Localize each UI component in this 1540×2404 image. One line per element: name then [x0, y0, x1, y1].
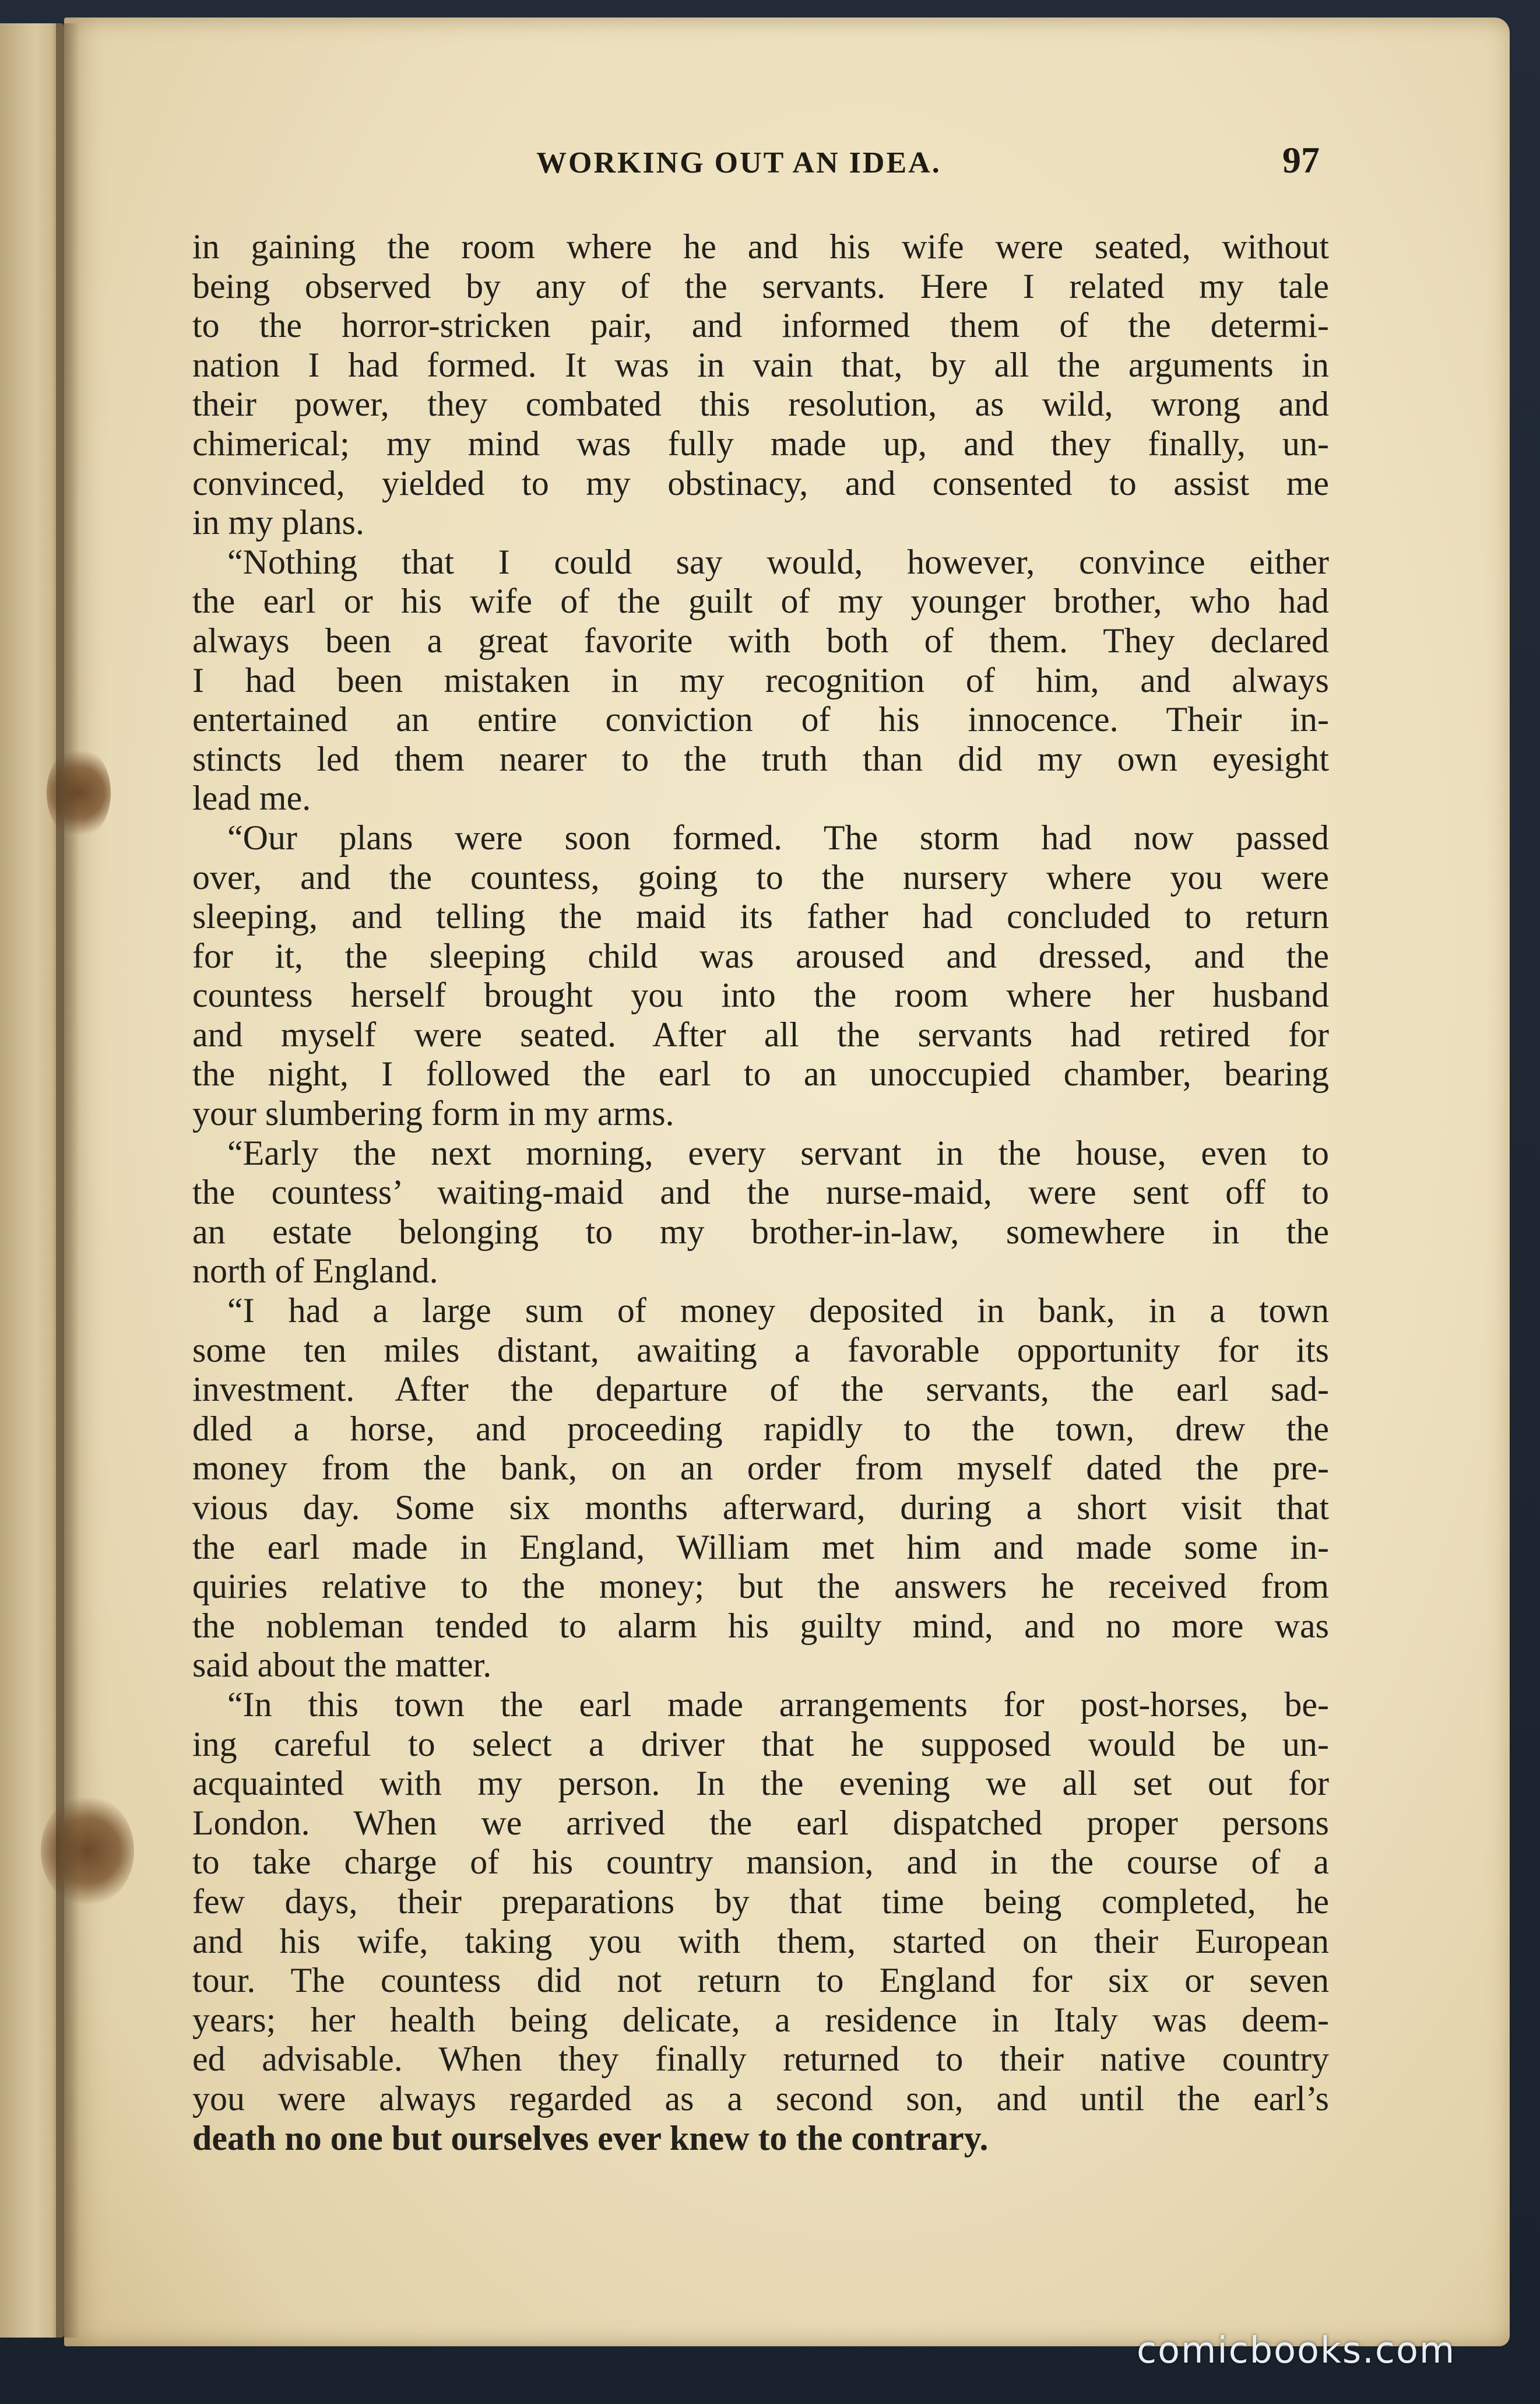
spine-shadow — [56, 23, 79, 2338]
text-line: sleeping, and telling the maid its father had concluded to return — [192, 897, 1329, 936]
text-line: ing careful to select a driver that he supposed would be un- — [192, 1724, 1329, 1763]
text-line: “Our plans were soon formed. The storm had now passed — [227, 818, 1329, 857]
text-line: for it, the sleeping child was aroused and dressed, and the — [192, 936, 1329, 975]
text-line: an estate belonging to my brother-in-law, somewhere in the — [192, 1212, 1329, 1251]
text-line: acquainted with my person. In the evening we all set out for — [192, 1764, 1329, 1803]
text-line: being observed by any of the servants. Here I related my tale — [192, 266, 1329, 305]
paragraph — [192, 1685, 1329, 2158]
text-line: their power, they combated this resolution, as wild, wrong and — [192, 385, 1329, 424]
running-head: WORKING OUT AN IDEA. — [536, 146, 941, 180]
text-line: the earl or his wife of the guilt of my younger brother, who had — [192, 582, 1329, 621]
text-line: to take charge of his country mansion, and in the course of a — [192, 1843, 1329, 1882]
text-line: to the horror-stricken pair, and informed them of the determi- — [192, 306, 1329, 345]
text-line: nation I had formed. It was in vain that, by all the arguments in — [192, 345, 1329, 384]
text-line: your slumbering form in my arms. — [192, 1094, 674, 1133]
text-line: countess herself brought you into the room where her husband — [192, 976, 1329, 1015]
text-line: the countess’ waiting-maid and the nurse-maid, were sent off to — [192, 1173, 1329, 1212]
left-page-edge — [0, 23, 64, 2338]
text-line: ed advisable. When they finally returned to their native country — [192, 2040, 1329, 2079]
text-line: vious day. Some six months afterward, during a short visit that — [192, 1488, 1329, 1527]
paragraph — [192, 818, 1329, 1134]
text-line: few days, their preparations by that time being completed, he — [192, 1882, 1329, 1921]
paragraph — [192, 227, 1329, 543]
text-line: years; her health being delicate, a residence in Italy was deem- — [192, 2000, 1329, 2039]
text-line: “Nothing that I could say would, however, convince either — [227, 542, 1329, 581]
text-line: entertained an entire conviction of his innocence. Their in- — [192, 700, 1329, 739]
text-line: over, and the countess, going to the nursery where you were — [192, 857, 1329, 897]
text-line: death no one but ourselves ever knew to the contrary. — [192, 2118, 989, 2157]
text-line: tour. The countess did not return to England for six or seven — [192, 1961, 1329, 2000]
text-line: the night, I followed the earl to an unoccupied chamber, bearing — [192, 1055, 1329, 1094]
text-line: quiries relative to the money; but the answers he received from — [192, 1567, 1329, 1606]
text-line: said about the matter. — [192, 1646, 492, 1685]
text-line: and myself were seated. After all the servants had retired for — [192, 1015, 1329, 1054]
text-line: dled a horse, and proceeding rapidly to the town, drew the — [192, 1409, 1329, 1448]
text-line: and his wife, taking you with them, started on their European — [192, 1921, 1329, 1960]
text-line: in my plans. — [192, 503, 364, 542]
site-watermark: comicbooks.com — [1137, 2329, 1456, 2371]
body-text — [192, 227, 1329, 2158]
text-line: some ten miles distant, awaiting a favorable opportunity for its — [192, 1330, 1329, 1369]
text-line: north of England. — [192, 1252, 438, 1291]
text-line: “In this town the earl made arrangements for post-horses, be- — [227, 1685, 1329, 1724]
text-line: London. When we arrived the earl dispatched proper persons — [192, 1803, 1329, 1842]
glue-stain-lower — [41, 1795, 134, 1906]
page-number: 97 — [1282, 139, 1320, 181]
paragraph — [192, 543, 1329, 818]
text-line: money from the bank, on an order from myself dated the pre- — [192, 1449, 1329, 1488]
text-line: in gaining the room where he and his wife were seated, without — [192, 227, 1329, 266]
text-line: always been a great favorite with both of them. They declared — [192, 621, 1329, 660]
text-line: I had been mistaken in my recognition of him, and always — [192, 660, 1329, 700]
text-line: convinced, yielded to my obstinacy, and consented to assist me — [192, 463, 1329, 502]
text-line: stincts led them nearer to the truth than did my own eyesight — [192, 739, 1329, 778]
paragraph — [192, 1291, 1329, 1685]
text-line: the earl made in England, William met him and made some in- — [192, 1527, 1329, 1566]
text-line: lead me. — [192, 779, 311, 818]
text-line: the nobleman tended to alarm his guilty mind, and no more was — [192, 1606, 1329, 1645]
paragraph — [192, 1134, 1329, 1291]
text-line: “Early the next morning, every servant in the house, even to — [227, 1133, 1329, 1172]
text-line: you were always regarded as a second son, and until the earl’s — [192, 2079, 1329, 2118]
text-line: “I had a large sum of money deposited in bank, in a town — [227, 1291, 1329, 1330]
text-line: chimerical; my mind was fully made up, and they finally, un- — [192, 424, 1329, 463]
text-line: investment. After the departure of the servants, the earl sad- — [192, 1370, 1329, 1409]
